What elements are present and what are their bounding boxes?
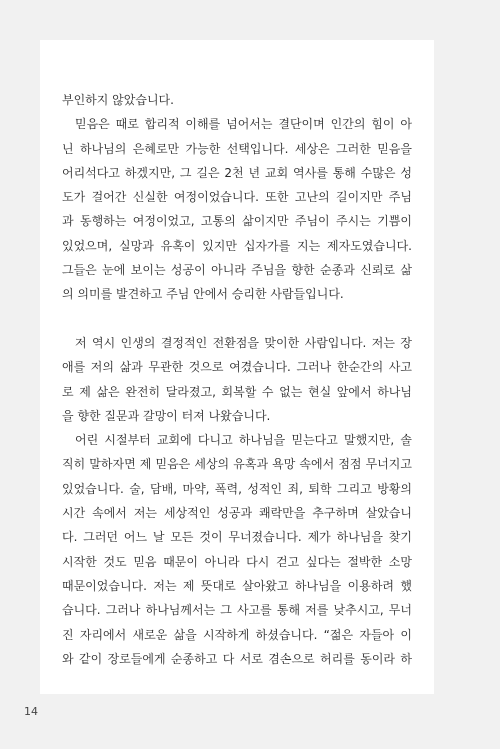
text-line: 로 제 삶은 완전히 달라졌고, 회복할 수 없는 현실 앞에서 하나님	[62, 384, 412, 399]
text-line: 의 의미를 발견하고 주님 안에서 승리한 사람들입니다.	[62, 287, 344, 302]
text-line: 와 같이 장로들에게 순종하고 다 서로 겸손으로 허리를 동이라 하	[62, 651, 412, 666]
text-line: 시간 속에서 저는 세상적인 성공과 쾌락만을 추구하며 살았습니	[62, 506, 412, 521]
text-line: 직히 말하자면 제 믿음은 세상의 유혹과 욕망 속에서 점점 무너지고	[62, 457, 412, 472]
text-line: 다. 그러던 어느 날 모든 것이 무너졌습니다. 제가 하나님을 찾기	[62, 530, 412, 545]
text-line: 부인하지 않았습니다.	[62, 93, 174, 107]
text-line: 을 향한 질문과 갈망이 터져 나왔습니다.	[62, 408, 271, 423]
text-line: 때문이었습니다. 저는 제 뜻대로 살아왔고 하나님을 이용하려 했	[62, 578, 412, 593]
text-line: 진 자리에서 새로운 삶을 시작하게 하셨습니다. “젊은 자들아 이	[62, 627, 412, 642]
text-line: 있었습니다. 술, 담배, 마약, 폭력, 성적인 죄, 퇴학 그리고 방황의	[62, 481, 412, 496]
text-line: 저 역시 인생의 결정적인 전환점을 맞이한 사람입니다. 저는 장	[75, 335, 412, 350]
text-line: 있었으며, 실망과 유혹이 있지만 십자가를 지는 제자도였습니다.	[62, 238, 412, 253]
text-line: 어리석다고 하겠지만, 그 길은 2천 년 교회 역사를 통해 수많은 성	[62, 165, 412, 180]
text-line: 도가 걸어간 신실한 여정이었습니다. 또한 고난의 길이지만 주님	[62, 190, 412, 205]
page-number: 14	[24, 705, 38, 718]
text-line: 어린 시절부터 교회에 다니고 하나님을 믿는다고 말했지만, 솔	[75, 433, 412, 448]
text-line: 그들은 눈에 보이는 성공이 아니라 주님을 향한 순종과 신뢰로 삶	[62, 263, 412, 278]
paragraph-gap	[62, 307, 412, 331]
text-line: 애를 저의 삶과 무관한 것으로 여겼습니다. 그러나 한순간의 사고	[62, 360, 412, 375]
text-line: 믿음은 때로 합리적 이해를 넘어서는 결단이며 인간의 힘이 아	[75, 117, 412, 132]
book-page	[40, 40, 434, 694]
text-line: 과 동행하는 여정이었고, 고통의 삶이지만 주님이 주시는 기쁨이	[62, 214, 412, 229]
text-line: 시작한 것도 믿음 때문이 아니라 다시 걷고 싶다는 절박한 소망	[62, 554, 412, 569]
body-text	[62, 88, 412, 671]
text-line: 닌 하나님의 은혜로만 가능한 선택입니다. 세상은 그러한 믿음을	[62, 141, 412, 156]
text-line: 습니다. 그러나 하나님께서는 그 사고를 통해 저를 낮추시고, 무너	[62, 603, 412, 618]
